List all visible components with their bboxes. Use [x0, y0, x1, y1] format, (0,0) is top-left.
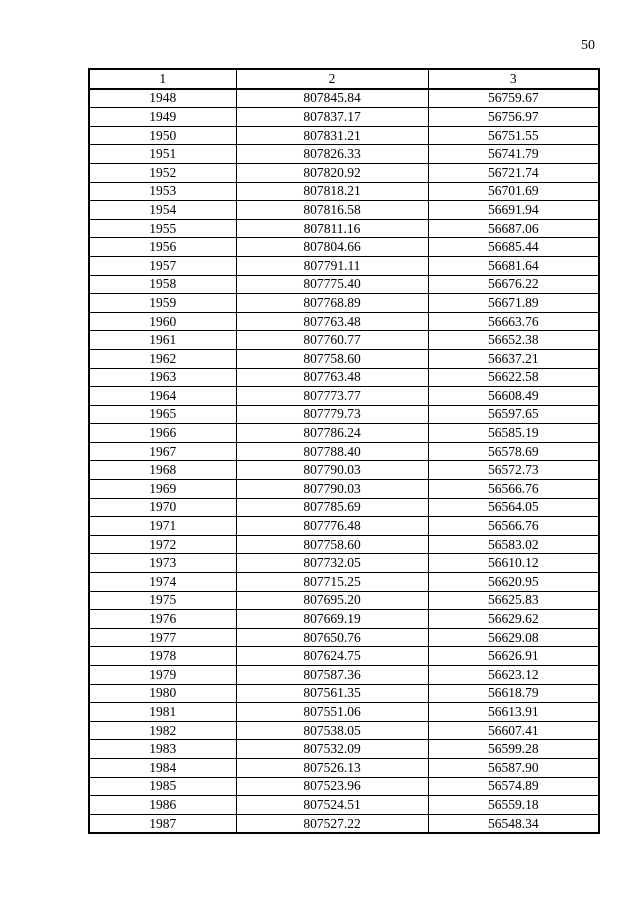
table-cell-col-2: 807763.48 — [236, 368, 428, 387]
table-row — [89, 201, 599, 220]
table-row — [89, 777, 599, 796]
table-cell-col-2: 807775.40 — [236, 275, 428, 294]
table-cell-col-3: 56629.62 — [428, 610, 599, 629]
table-cell-col-2: 807669.19 — [236, 610, 428, 629]
table-cell-col-1: 1957 — [89, 256, 236, 275]
table-cell-col-1: 1964 — [89, 387, 236, 406]
table-cell-col-3: 56691.94 — [428, 201, 599, 220]
table-cell-col-1: 1968 — [89, 461, 236, 480]
table-row — [89, 294, 599, 313]
column-header-3: 3 — [428, 69, 599, 89]
table-row — [89, 740, 599, 759]
table-cell-col-3: 56620.95 — [428, 573, 599, 592]
table-cell-col-2: 807624.75 — [236, 647, 428, 666]
table-cell-col-1: 1969 — [89, 480, 236, 499]
table-cell-col-2: 807768.89 — [236, 294, 428, 313]
table-cell-col-1: 1971 — [89, 517, 236, 536]
table-cell-col-2: 807524.51 — [236, 796, 428, 815]
table-cell-col-1: 1976 — [89, 610, 236, 629]
table-cell-col-2: 807804.66 — [236, 238, 428, 257]
table-cell-col-1: 1966 — [89, 424, 236, 443]
page-number: 50 — [581, 38, 595, 53]
table-cell-col-3: 56618.79 — [428, 684, 599, 703]
table-cell-col-1: 1981 — [89, 703, 236, 722]
table-row — [89, 219, 599, 238]
table-cell-col-3: 56597.65 — [428, 405, 599, 424]
table-cell-col-3: 56756.97 — [428, 108, 599, 127]
table-cell-col-2: 807523.96 — [236, 777, 428, 796]
table-cell-col-3: 56607.41 — [428, 721, 599, 740]
table-row — [89, 108, 599, 127]
table-row — [89, 312, 599, 331]
table-cell-col-1: 1960 — [89, 312, 236, 331]
table-cell-col-1: 1972 — [89, 535, 236, 554]
table-row — [89, 666, 599, 685]
table-cell-col-3: 56566.76 — [428, 480, 599, 499]
table-cell-col-2: 807790.03 — [236, 480, 428, 499]
table-cell-col-1: 1984 — [89, 758, 236, 777]
table-cell-col-3: 56741.79 — [428, 145, 599, 164]
table-cell-col-1: 1980 — [89, 684, 236, 703]
table-cell-col-1: 1986 — [89, 796, 236, 815]
table-cell-col-2: 807845.84 — [236, 89, 428, 108]
table-cell-col-3: 56625.83 — [428, 591, 599, 610]
table-cell-col-1: 1978 — [89, 647, 236, 666]
table-row — [89, 442, 599, 461]
table-cell-col-2: 807779.73 — [236, 405, 428, 424]
table-cell-col-2: 807826.33 — [236, 145, 428, 164]
table-cell-col-2: 807816.58 — [236, 201, 428, 220]
table-row — [89, 703, 599, 722]
table-cell-col-1: 1953 — [89, 182, 236, 201]
table-row — [89, 480, 599, 499]
table-cell-col-3: 56685.44 — [428, 238, 599, 257]
table-cell-col-3: 56566.76 — [428, 517, 599, 536]
table-cell-col-3: 56751.55 — [428, 126, 599, 145]
table-cell-col-1: 1973 — [89, 554, 236, 573]
table-cell-col-1: 1963 — [89, 368, 236, 387]
table-row — [89, 796, 599, 815]
table-row — [89, 368, 599, 387]
table-cell-col-2: 807715.25 — [236, 573, 428, 592]
table-cell-col-2: 807760.77 — [236, 331, 428, 350]
table-cell-col-2: 807758.60 — [236, 349, 428, 368]
table-row — [89, 535, 599, 554]
table-cell-col-1: 1950 — [89, 126, 236, 145]
table-row — [89, 256, 599, 275]
table-row — [89, 647, 599, 666]
table-cell-col-1: 1985 — [89, 777, 236, 796]
table-cell-col-3: 56623.12 — [428, 666, 599, 685]
table-cell-col-3: 56759.67 — [428, 89, 599, 108]
table-cell-col-3: 56622.58 — [428, 368, 599, 387]
table-row — [89, 758, 599, 777]
table-cell-col-2: 807773.77 — [236, 387, 428, 406]
table-cell-col-1: 1959 — [89, 294, 236, 313]
table-cell-col-1: 1982 — [89, 721, 236, 740]
table-row — [89, 628, 599, 647]
table-cell-col-2: 807532.09 — [236, 740, 428, 759]
table-row — [89, 349, 599, 368]
data-table — [88, 68, 600, 834]
table-row — [89, 498, 599, 517]
table-cell-col-3: 56608.49 — [428, 387, 599, 406]
table-cell-col-2: 807587.36 — [236, 666, 428, 685]
table-cell-col-3: 56613.91 — [428, 703, 599, 722]
table-cell-col-2: 807820.92 — [236, 163, 428, 182]
table-row — [89, 610, 599, 629]
table-cell-col-1: 1967 — [89, 442, 236, 461]
table-cell-col-2: 807837.17 — [236, 108, 428, 127]
table-cell-col-3: 56585.19 — [428, 424, 599, 443]
table-row — [89, 591, 599, 610]
table-cell-col-3: 56572.73 — [428, 461, 599, 480]
table-cell-col-1: 1961 — [89, 331, 236, 350]
table-cell-col-3: 56687.06 — [428, 219, 599, 238]
table-cell-col-3: 56564.05 — [428, 498, 599, 517]
table-row — [89, 331, 599, 350]
table-cell-col-3: 56583.02 — [428, 535, 599, 554]
table-cell-col-3: 56652.38 — [428, 331, 599, 350]
table-cell-col-2: 807811.16 — [236, 219, 428, 238]
table-cell-col-3: 56578.69 — [428, 442, 599, 461]
table-row — [89, 461, 599, 480]
table-cell-col-3: 56626.91 — [428, 647, 599, 666]
table-row — [89, 182, 599, 201]
table-cell-col-1: 1983 — [89, 740, 236, 759]
table-cell-col-1: 1956 — [89, 238, 236, 257]
table-cell-col-2: 807527.22 — [236, 814, 428, 833]
table-cell-col-2: 807758.60 — [236, 535, 428, 554]
table-row — [89, 684, 599, 703]
table-body — [89, 89, 599, 834]
column-header-1: 1 — [89, 69, 236, 89]
table-cell-col-3: 56559.18 — [428, 796, 599, 815]
table-cell-col-1: 1948 — [89, 89, 236, 108]
table-cell-col-3: 56548.34 — [428, 814, 599, 833]
table-row — [89, 554, 599, 573]
table-cell-col-3: 56721.74 — [428, 163, 599, 182]
column-header-2: 2 — [236, 69, 428, 89]
table-cell-col-3: 56671.89 — [428, 294, 599, 313]
table-row — [89, 405, 599, 424]
table-header — [89, 69, 599, 89]
table-cell-col-2: 807790.03 — [236, 461, 428, 480]
table-cell-col-2: 807791.11 — [236, 256, 428, 275]
table-cell-col-3: 56629.08 — [428, 628, 599, 647]
table-cell-col-2: 807786.24 — [236, 424, 428, 443]
table-cell-col-1: 1987 — [89, 814, 236, 833]
table-cell-col-1: 1955 — [89, 219, 236, 238]
table-cell-col-2: 807561.35 — [236, 684, 428, 703]
table-cell-col-2: 807538.05 — [236, 721, 428, 740]
table-cell-col-2: 807785.69 — [236, 498, 428, 517]
table-row — [89, 424, 599, 443]
table-cell-col-2: 807818.21 — [236, 182, 428, 201]
table-cell-col-2: 807695.20 — [236, 591, 428, 610]
table-row — [89, 517, 599, 536]
table-cell-col-3: 56701.69 — [428, 182, 599, 201]
table-row — [89, 163, 599, 182]
table-cell-col-3: 56681.64 — [428, 256, 599, 275]
table-cell-col-1: 1951 — [89, 145, 236, 164]
table-row — [89, 126, 599, 145]
table-cell-col-1: 1974 — [89, 573, 236, 592]
header-row — [89, 69, 599, 89]
table-cell-col-1: 1958 — [89, 275, 236, 294]
table-cell-col-2: 807650.76 — [236, 628, 428, 647]
table-cell-col-1: 1965 — [89, 405, 236, 424]
table-cell-col-2: 807732.05 — [236, 554, 428, 573]
table-row — [89, 238, 599, 257]
table-cell-col-1: 1952 — [89, 163, 236, 182]
table-row — [89, 721, 599, 740]
table-cell-col-2: 807788.40 — [236, 442, 428, 461]
table-cell-col-3: 56599.28 — [428, 740, 599, 759]
table-row — [89, 89, 599, 108]
table-row — [89, 145, 599, 164]
table-cell-col-1: 1975 — [89, 591, 236, 610]
table-cell-col-1: 1970 — [89, 498, 236, 517]
table-row — [89, 387, 599, 406]
table-cell-col-3: 56574.89 — [428, 777, 599, 796]
table-cell-col-3: 56676.22 — [428, 275, 599, 294]
table-cell-col-1: 1979 — [89, 666, 236, 685]
table-cell-col-1: 1954 — [89, 201, 236, 220]
table-cell-col-3: 56663.76 — [428, 312, 599, 331]
table-cell-col-3: 56610.12 — [428, 554, 599, 573]
table-cell-col-1: 1977 — [89, 628, 236, 647]
table-cell-col-2: 807831.21 — [236, 126, 428, 145]
table-cell-col-3: 56587.90 — [428, 758, 599, 777]
table-cell-col-1: 1949 — [89, 108, 236, 127]
table-cell-col-2: 807776.48 — [236, 517, 428, 536]
table-cell-col-2: 807526.13 — [236, 758, 428, 777]
table-cell-col-2: 807551.06 — [236, 703, 428, 722]
table-cell-col-2: 807763.48 — [236, 312, 428, 331]
table-cell-col-1: 1962 — [89, 349, 236, 368]
table-row — [89, 275, 599, 294]
table-row — [89, 573, 599, 592]
table-row — [89, 814, 599, 833]
table-cell-col-3: 56637.21 — [428, 349, 599, 368]
